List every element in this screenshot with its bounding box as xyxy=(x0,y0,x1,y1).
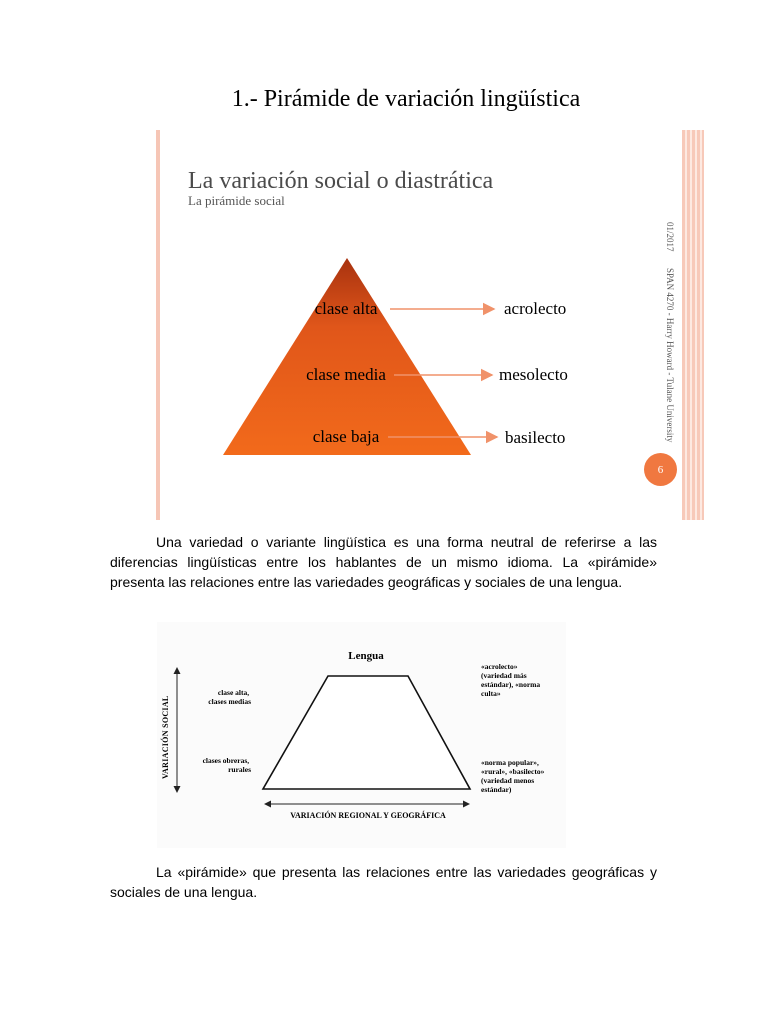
right-upper-line-2: (variedad más xyxy=(481,671,527,680)
page-title: 1.- Pirámide de variación lingüística xyxy=(231,86,581,112)
variety-acrolecto: acrolecto xyxy=(504,299,567,318)
pyramid-diagram xyxy=(156,130,704,520)
trapezoid-shape xyxy=(263,676,470,789)
left-lower-line-1: clases obreras, xyxy=(202,756,250,765)
right-lower-line-3: (variedad menos xyxy=(481,776,535,785)
vertical-axis-label: VARIACIÓN SOCIAL xyxy=(161,695,170,779)
right-lower-line-1: «norma popular», xyxy=(481,758,539,767)
class-label-baja: clase baja xyxy=(312,427,380,446)
trapezoid-figure xyxy=(157,622,566,848)
left-lower-line-2: rurales xyxy=(228,765,251,774)
slide-date: 01/2017 xyxy=(665,222,675,252)
slide-title: La variación social o diastrática xyxy=(188,168,494,194)
variety-mesolecto: mesolecto xyxy=(499,365,568,384)
left-upper-label xyxy=(208,688,251,706)
class-label-alta: clase alta xyxy=(314,299,378,318)
paragraph-1: Una variedad o variante lingüística es una forma neutral de referirse a las diferencias lingüísticas entre los hablantes de un mismo idioma. La «pirámide» presenta las relaciones entre las variedades geográficas y sociales de una lengua. xyxy=(110,534,657,590)
left-upper-line-1: clase alta, xyxy=(217,688,250,697)
slide-page-number: 6 xyxy=(644,453,677,486)
right-upper-line-3: estándar), «norma xyxy=(481,680,541,689)
pyramid-shape xyxy=(223,258,471,455)
slide-image xyxy=(156,130,704,520)
right-upper-label xyxy=(481,662,542,698)
right-lower-line-2: «rural», «basilecto» xyxy=(481,767,545,776)
slide-course-credit: SPAN 4270 - Harry Howard - Tulane University xyxy=(665,267,675,443)
right-upper-line-1: «acrolecto» xyxy=(481,662,518,671)
class-label-media: clase media xyxy=(306,365,386,384)
left-lower-label xyxy=(203,756,251,774)
right-lower-label xyxy=(481,758,546,794)
right-lower-line-4: estándar) xyxy=(481,785,512,794)
figure-title: Lengua xyxy=(348,650,384,662)
left-upper-line-2: clases medias xyxy=(208,697,251,706)
right-upper-line-4: culta» xyxy=(481,689,501,698)
horizontal-axis-label: VARIACIÓN REGIONAL Y GEOGRÁFICA xyxy=(290,811,446,820)
variety-basilecto: basilecto xyxy=(505,428,566,447)
slide-subtitle: La pirámide social xyxy=(188,193,285,208)
paragraph-2: La «pirámide» que presenta las relaciones entre las variedades geográficas y sociales de una lengua. xyxy=(110,864,657,900)
